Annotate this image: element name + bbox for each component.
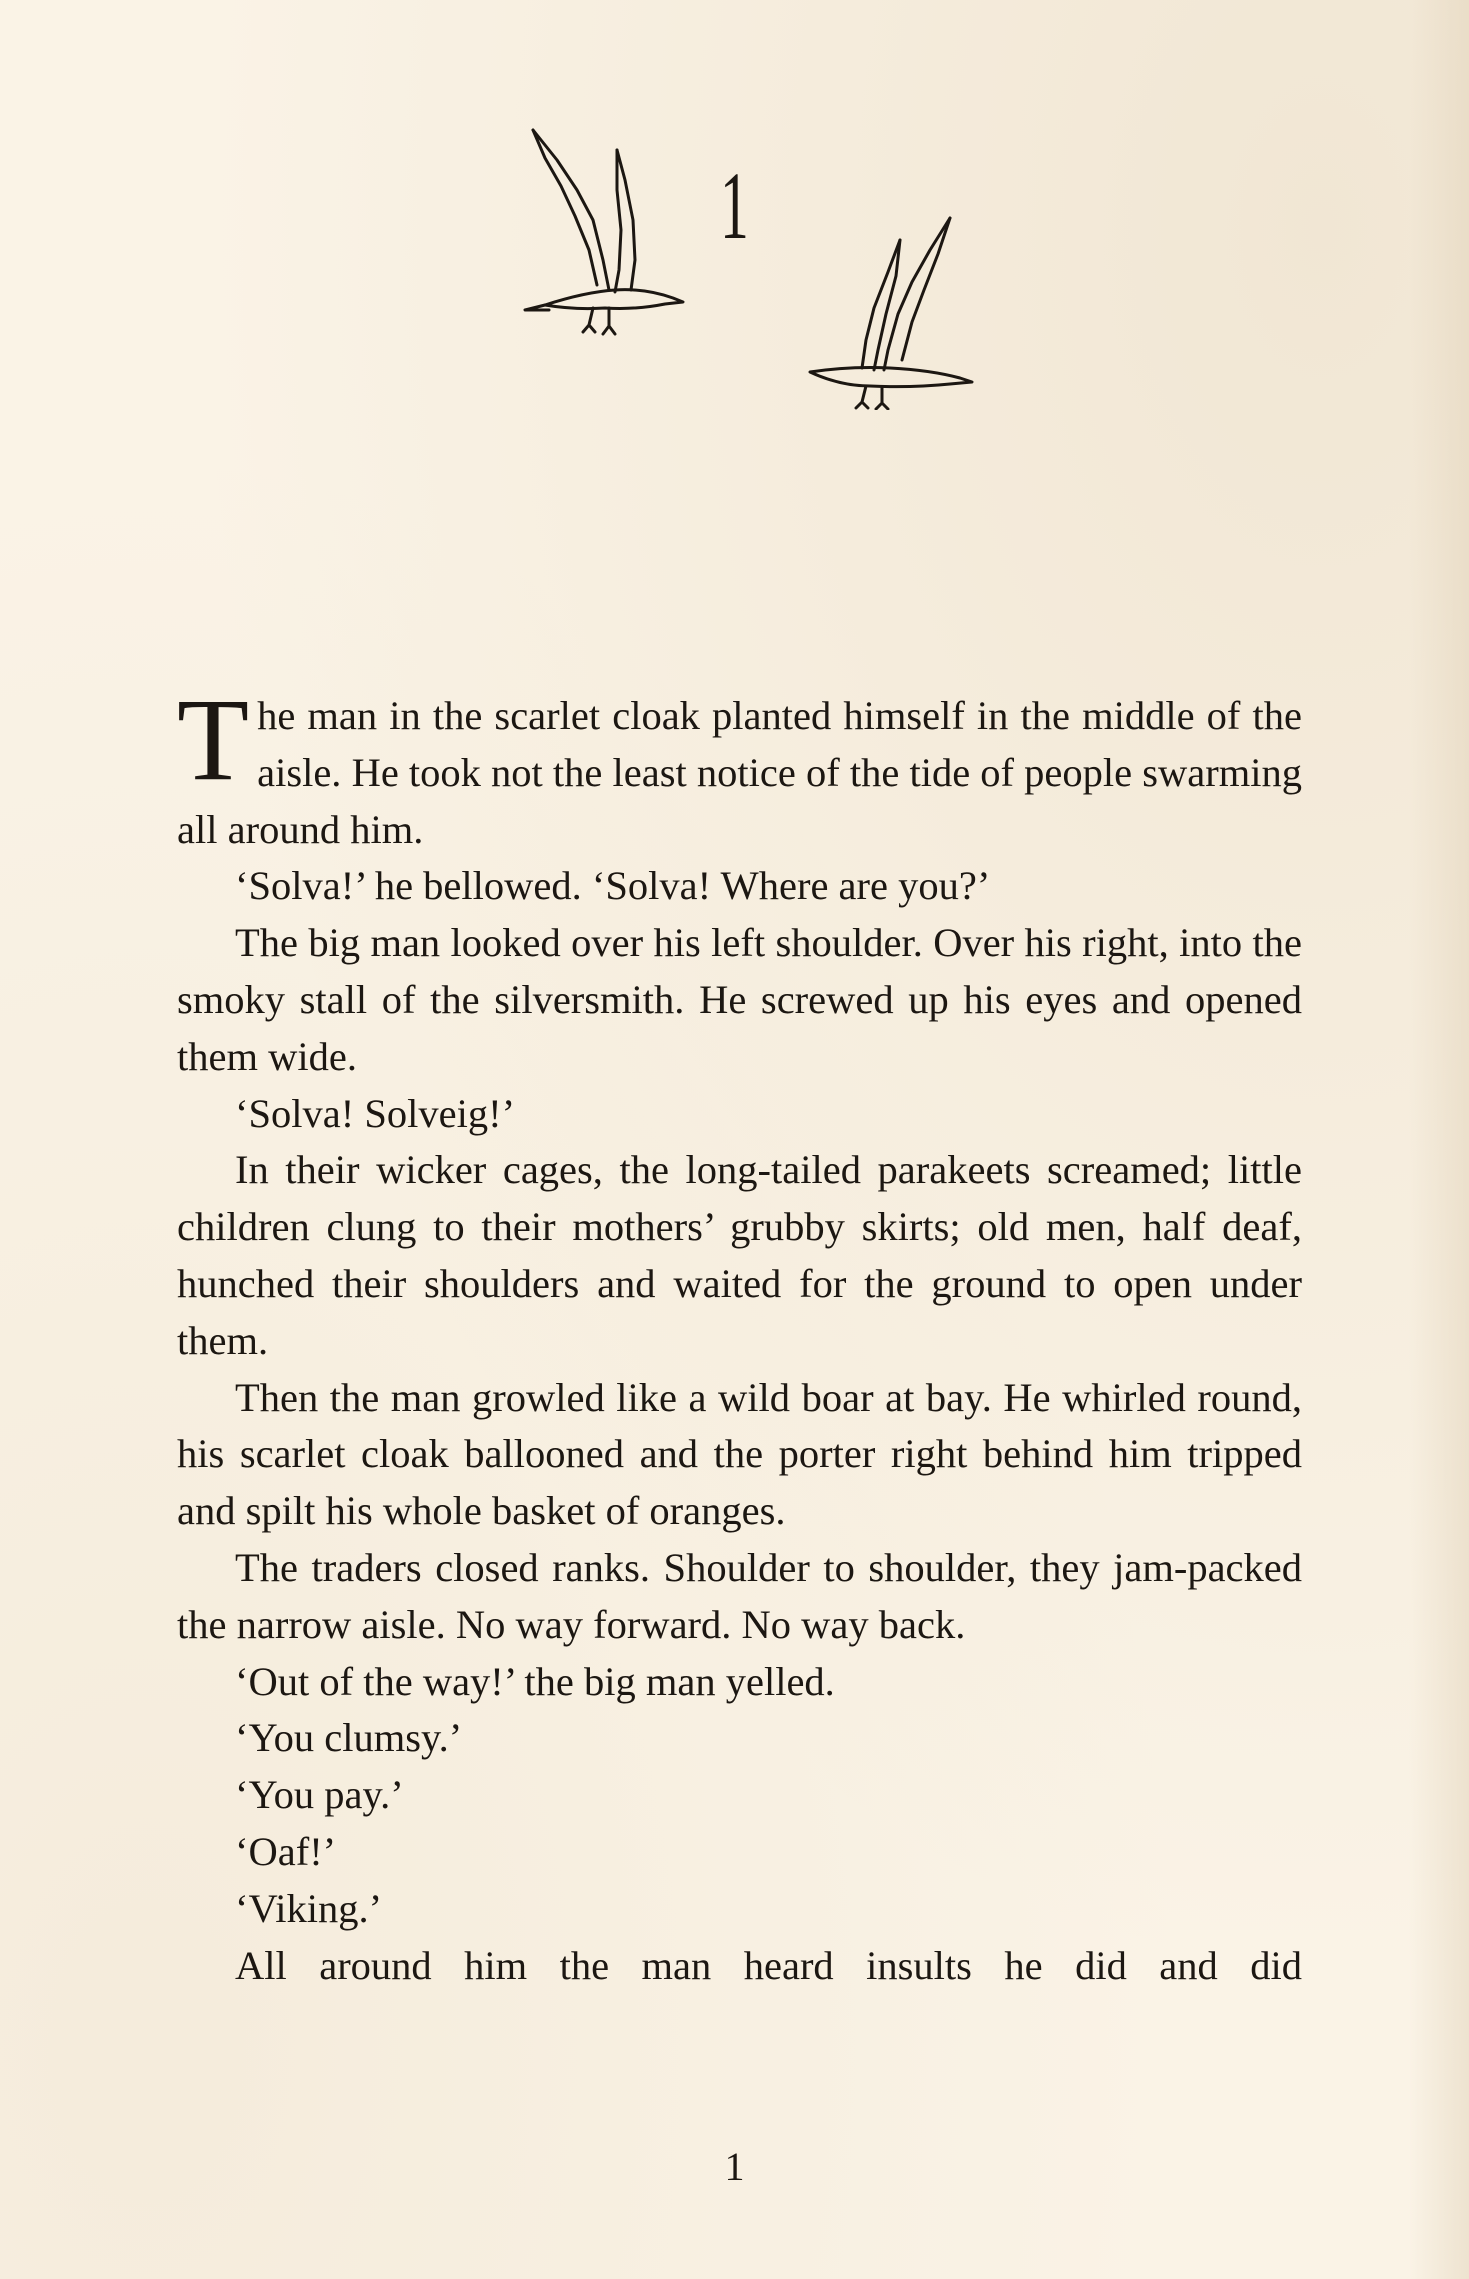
page-number: 1: [724, 2144, 745, 2189]
paragraph: ‘Out of the way!’ the big man yelled.: [235, 1658, 835, 1704]
paragraph: ‘Oaf!’: [235, 1828, 337, 1874]
paragraph: ‘You clumsy.’: [235, 1715, 463, 1761]
chapter-text: [177, 674, 1302, 1994]
paragraph: ‘Viking.’: [235, 1885, 383, 1931]
paragraph: ‘You pay.’: [235, 1772, 404, 1818]
paragraph: All around him the man heard insults he did and did: [235, 1942, 1302, 1988]
paragraph: ‘Solva! Solveig!’: [235, 1090, 516, 1136]
drop-cap: T: [177, 674, 250, 805]
page-shadow: [1409, 0, 1469, 2279]
paragraph: In their wicker cages, the long-tailed parakeets screamed; little children clung to their mothers’ grubby skirts; old men, half deaf, hunched their shoulders and waited for the ground to open under them.: [177, 1147, 1302, 1363]
seagull-icon: [505, 120, 695, 345]
paragraph: [177, 674, 1302, 858]
paragraph: The big man looked over his left shoulder. Over his right, into the smoky stall of the silversmith. He screwed up his eyes and opened them wide.: [177, 920, 1302, 1079]
chapter-number: 1: [720, 152, 749, 259]
paragraph: Then the man growled like a wild boar at bay. He whirled round, his scarlet cloak ballooned and the porter right behind him tripped and spilt his whole basket of oranges.: [177, 1374, 1302, 1534]
paragraph-text: he man in the scarlet cloak planted himself in the middle of the aisle. He took not the least notice of the tide of people swarming all around him.: [177, 693, 1302, 852]
paragraph: ‘Solva!’ he bellowed. ‘Solva! Where are you?’: [235, 863, 991, 909]
seagull-icon: [800, 210, 975, 410]
paragraph: The traders closed ranks. Shoulder to shoulder, they jam-packed the narrow aisle. No way forward. No way back.: [177, 1544, 1302, 1647]
